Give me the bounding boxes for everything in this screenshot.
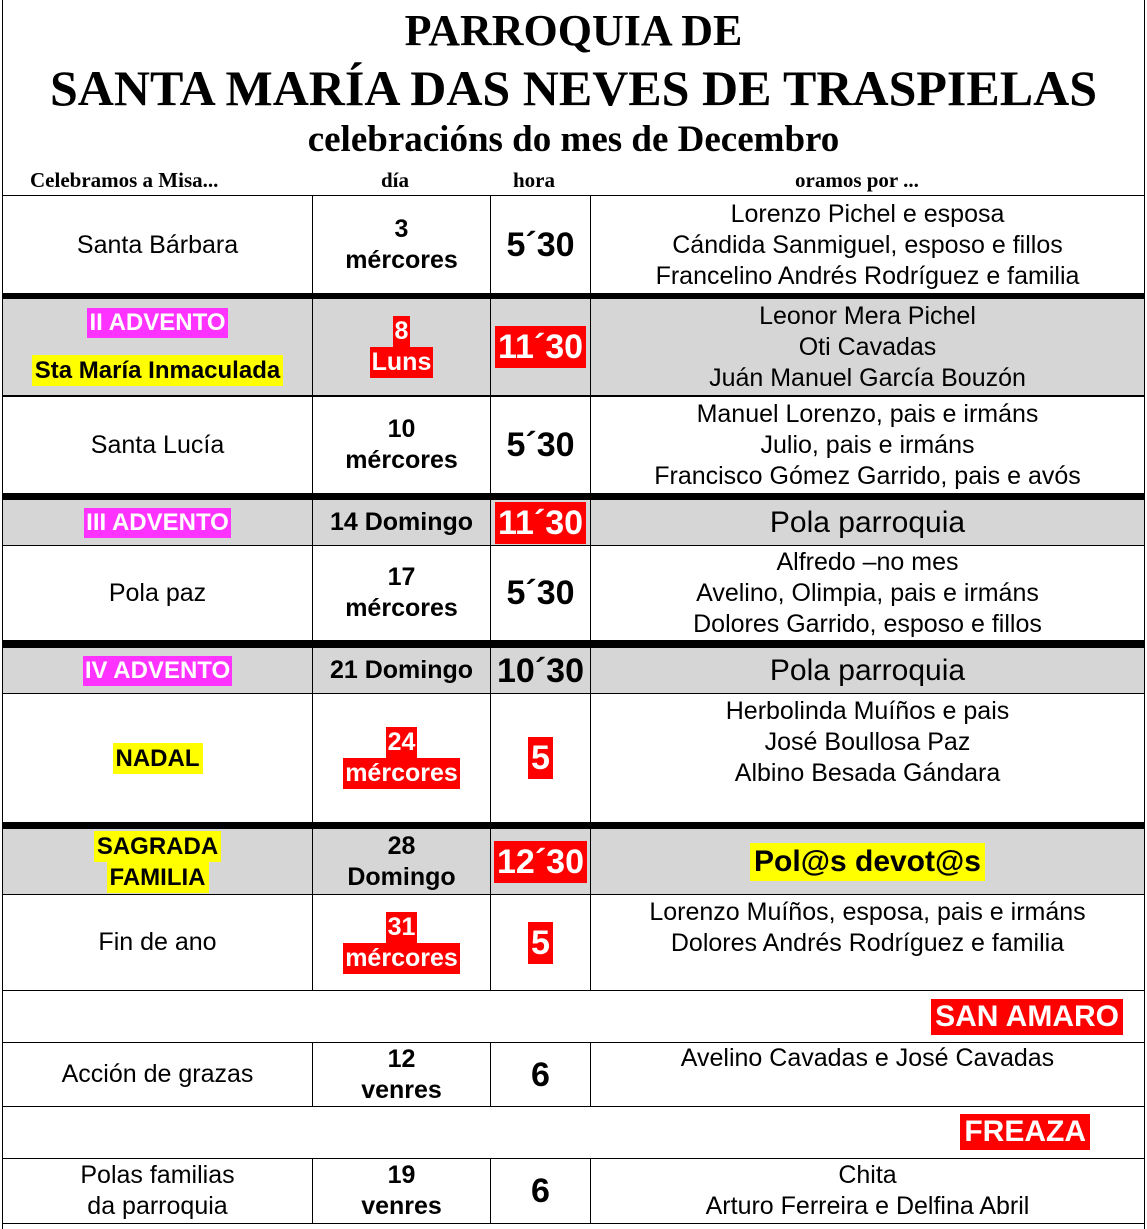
day-name: venres [361, 1192, 442, 1220]
mass-time: 5´30 [506, 426, 575, 464]
intention: Dolores Garrido, esposo e fillos [693, 609, 1042, 638]
mass-time: 5 [528, 922, 553, 964]
column-divider [590, 1043, 591, 1106]
header-dia: día [381, 168, 410, 192]
day-name: mércores [345, 246, 458, 274]
intention: Leonor Mera Pichel [759, 301, 976, 330]
intention: Dolores Andrés Rodríguez e familia [670, 929, 1065, 957]
table-row [3, 648, 1144, 693]
table-row [3, 694, 1144, 822]
day-name: mércores [345, 759, 458, 787]
mass-time: 5 [528, 737, 553, 779]
mass-time: 5´30 [506, 226, 575, 264]
table-row [3, 299, 1144, 395]
intention: Avelino Cavadas e José Cavadas [680, 1044, 1055, 1072]
advent-tag: II ADVENTO [89, 308, 226, 336]
rule [3, 1042, 1144, 1043]
intention: Cándida Sanmiguel, esposo e fillos [672, 230, 1063, 259]
celebration-line2: da parroquia [87, 1192, 228, 1220]
celebration: Acción de grazas [61, 1060, 254, 1088]
column-divider [490, 1043, 491, 1106]
section-heading-san-amaro: SAN AMARO [931, 999, 1123, 1035]
mass-time: 6 [531, 1172, 550, 1210]
celebration-line1: Polas familias [80, 1161, 235, 1189]
celebration: NADAL [113, 743, 203, 774]
intention: Pola parroquia [769, 506, 966, 539]
celebration: Pola paz [108, 578, 207, 607]
column-divider [490, 196, 491, 990]
day-number: 28 [387, 831, 416, 860]
rule-thick [3, 493, 1144, 500]
table-row [3, 197, 1144, 293]
column-divider [590, 1159, 591, 1223]
day-name: venres [361, 1075, 442, 1104]
table-row [3, 546, 1144, 640]
table-row [3, 1043, 1144, 1106]
table-row [3, 397, 1144, 493]
day-number: 12 [387, 1044, 416, 1073]
intention: Francisco Gómez Garrido, pais e avós [654, 461, 1081, 490]
rule [3, 990, 1144, 991]
rule [3, 195, 1144, 196]
intention: Chita [838, 1161, 897, 1189]
section-heading-freaza: FREAZA [960, 1114, 1090, 1150]
day-number: 19 [387, 1161, 416, 1189]
intention: Alfredo –no mes [776, 547, 959, 576]
column-divider [312, 1159, 313, 1223]
column-divider [312, 196, 313, 990]
intention: Julio, pais e irmáns [760, 430, 975, 459]
day-number: 3 [394, 215, 409, 243]
advent-tag: III ADVENTO [86, 508, 229, 536]
column-divider [312, 1043, 313, 1106]
day: 14 Domingo [329, 508, 474, 536]
intention: Lorenzo Pichel e esposa [730, 199, 1005, 228]
parish-title-line2: SANTA MARÍA DAS NEVES DE TRASPIELAS [49, 60, 1098, 116]
mass-time: 11´30 [495, 326, 586, 368]
intention: Oti Cavadas [798, 332, 937, 361]
day: 21 Domingo [329, 656, 474, 684]
day-name: mércores [345, 943, 458, 972]
celebration: Fin de ano [98, 928, 217, 956]
intention: Albino Besada Gándara [734, 759, 1001, 787]
rule [3, 1223, 1144, 1224]
intention: Lorenzo Muíños, esposa, pais e irmáns [649, 898, 1086, 926]
rule-thick [3, 293, 1144, 299]
month-subtitle: celebracións do mes de Decembro [307, 119, 840, 160]
day-number: 17 [387, 563, 416, 591]
celebration-line1: SAGRADA [94, 831, 221, 862]
column-divider [590, 196, 591, 990]
celebration-line2: FAMILIA [107, 862, 209, 893]
mass-time: 12´30 [494, 841, 587, 883]
mass-time: 5´30 [506, 574, 575, 612]
intention: Francelino Andrés Rodríguez e familia [655, 261, 1080, 290]
mass-time: 6 [531, 1055, 550, 1094]
header-hora: hora [513, 168, 555, 192]
rule [3, 894, 1144, 895]
table-row [3, 1159, 1144, 1223]
intention: José Boullosa Paz [764, 728, 971, 756]
rule-thick [3, 822, 1144, 829]
intention: Pola parroquia [769, 654, 966, 687]
intention: Arturo Ferreira e Delfina Abril [705, 1192, 1030, 1220]
celebration: Sta María Inmaculada [32, 355, 283, 386]
day-number: 10 [387, 415, 416, 443]
table-row [3, 500, 1144, 545]
mass-time: 10´30 [497, 651, 584, 690]
header-oramos: oramos por ... [795, 168, 919, 192]
column-divider [490, 1159, 491, 1223]
day-name: mércores [345, 446, 458, 474]
day-number: 31 [387, 912, 416, 941]
day-number: 8 [394, 317, 409, 345]
rule [3, 1158, 1144, 1159]
intention: Herbolinda Muíños e pais [725, 697, 1010, 725]
celebration: Santa Lucía [90, 430, 225, 459]
header-misa: Celebramos a Misa... [30, 168, 219, 192]
table-row [3, 829, 1144, 894]
rule [3, 395, 1144, 397]
rule [3, 545, 1144, 546]
rule-thick [3, 640, 1144, 648]
rule [3, 693, 1144, 694]
advent-tag: IV ADVENTO [84, 656, 231, 684]
table-row [3, 895, 1144, 990]
intention: Manuel Lorenzo, pais e irmáns [696, 399, 1039, 428]
rule [3, 1106, 1144, 1107]
day-name: Luns [371, 348, 432, 376]
intention: Pol@s devot@s [750, 843, 985, 881]
day-name: mércores [345, 594, 458, 622]
day-name: Domingo [347, 862, 456, 891]
day-number: 24 [387, 728, 416, 756]
mass-time: 11´30 [495, 502, 586, 544]
parish-title-line1: PARROQUIA DE [404, 6, 743, 55]
celebration: Santa Bárbara [76, 230, 239, 259]
intention: Juán Manuel García Bouzón [709, 363, 1026, 392]
intention: Avelino, Olimpia, pais e irmáns [696, 578, 1039, 607]
